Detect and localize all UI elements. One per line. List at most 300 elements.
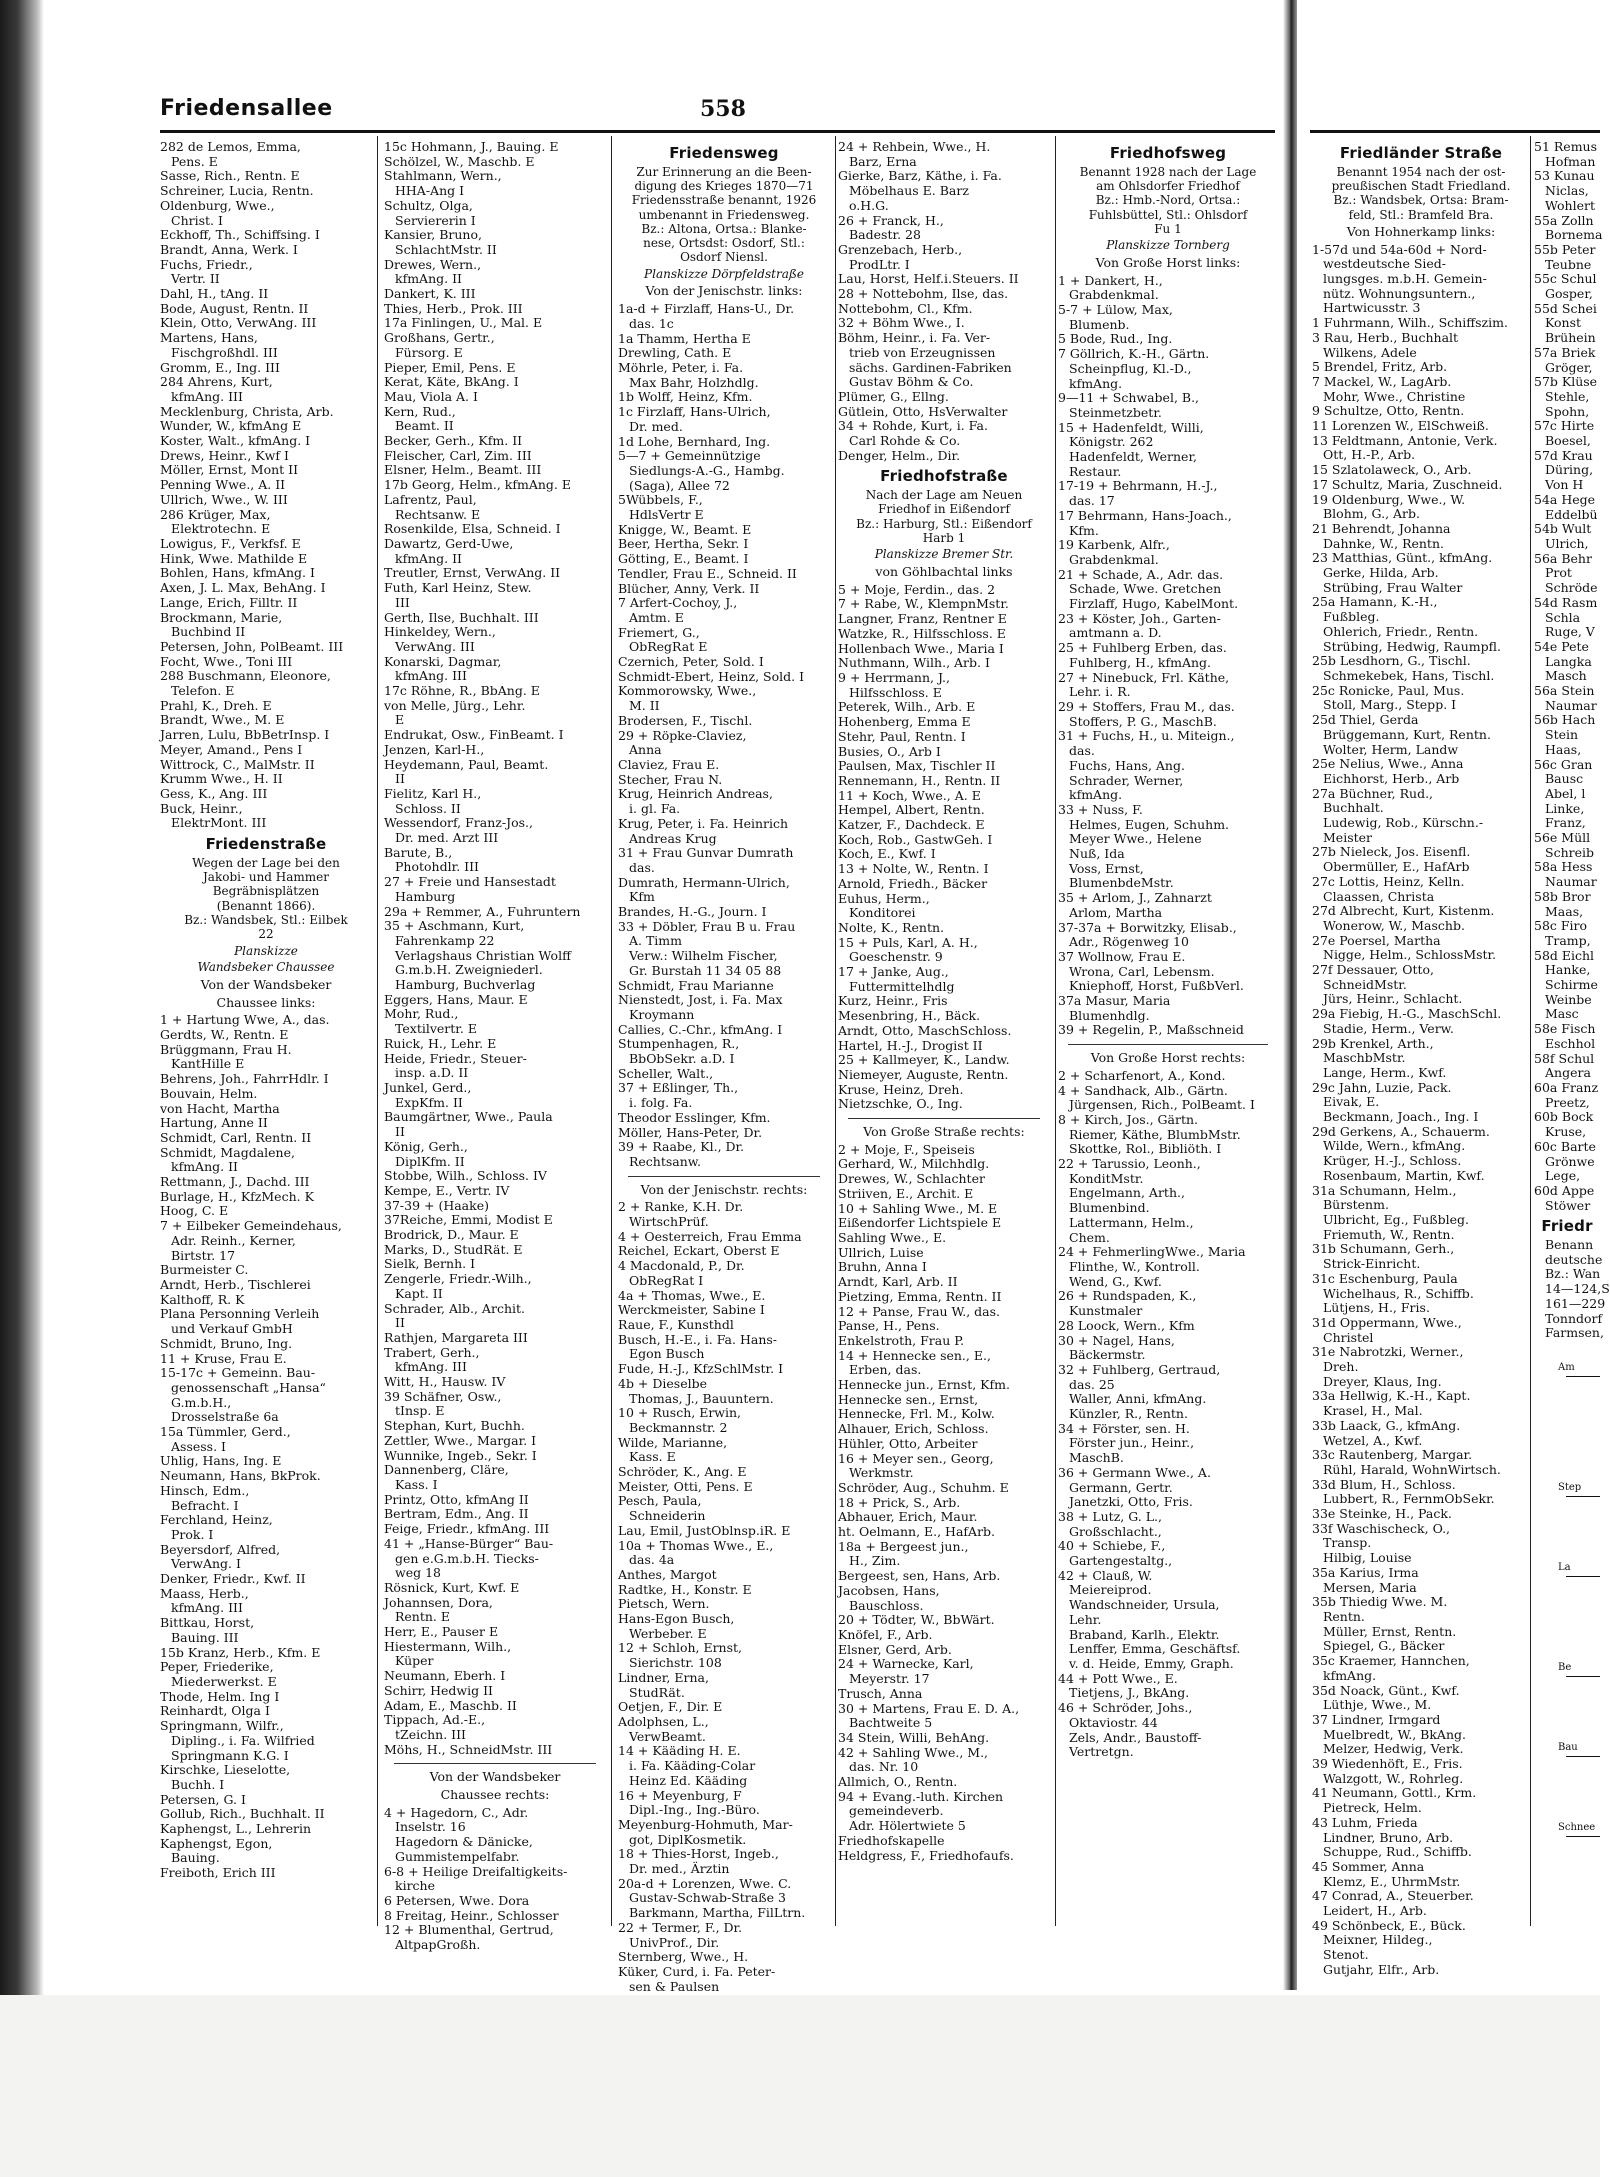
street-description: Osdorf Niensl. xyxy=(680,250,768,265)
directory-entry: 94 + Evang.-luth. Kirchen xyxy=(838,1788,1004,1804)
map-street-label: Step xyxy=(1558,1482,1582,1493)
directory-entry: 1-57d und 54a-60d + Nord- xyxy=(1312,241,1487,257)
entry-continuation: Telefon. E xyxy=(171,683,235,699)
directory-entry: Ullrich, Wwe., W. III xyxy=(160,491,288,507)
directory-entry: Stobbe, Wilh., Schloss. IV xyxy=(384,1168,547,1184)
entry-continuation: Mohr, Wwe., Christine xyxy=(1323,388,1466,404)
directory-entry: 60a Franz xyxy=(1534,1080,1599,1095)
entry-continuation: Walzgott, W., Rohrleg. xyxy=(1323,1770,1464,1786)
entry-continuation: Egon Busch xyxy=(629,1346,705,1362)
directory-entry: 12 + Blumenthal, Gertrud, xyxy=(384,1922,554,1938)
directory-entry: Prahl, K., Dreh. E xyxy=(160,697,272,713)
directory-entry: Kaphengst, L., Lehrerin xyxy=(160,1821,312,1837)
directory-entry: 10 + Rusch, Erwin, xyxy=(618,1405,742,1421)
entry-continuation: Andreas Krug xyxy=(629,830,717,846)
directory-entry: Gess, K., Ang. III xyxy=(160,785,268,801)
directory-entry: Arnold, Friedh., Bäcker xyxy=(838,875,988,891)
directory-entry: Neumann, Hans, BkProk. xyxy=(160,1468,321,1484)
column-1 xyxy=(160,140,372,1935)
street-heading: Friedhofsweg xyxy=(1109,144,1227,162)
directory-entry: Lowigus, F., Verkfsf. E xyxy=(160,535,301,551)
street-description: Friedensstraße benannt, 1926 xyxy=(631,193,817,208)
directory-entry: Reichel, Eckart, Oberst E xyxy=(618,1243,780,1259)
entry-continuation: Gr. Burstah 11 34 05 88 xyxy=(629,962,782,978)
entry-continuation: (Saga), Allee 72 xyxy=(629,477,730,493)
directory-entry: Beer, Hertha, Sekr. I xyxy=(618,536,749,552)
entry-continuation: Bornema xyxy=(1545,227,1603,243)
directory-entry: Baumgärtner, Wwe., Paula xyxy=(384,1109,553,1125)
entry-continuation: Hadenfeldt, Werner, xyxy=(1069,449,1198,465)
entry-continuation: Steinmetzbetr. xyxy=(1069,404,1162,420)
directory-entry: Gerhard, W., Milchhdlg. xyxy=(838,1156,990,1172)
planskizze-note: Planskizze Dörpfeldstraße xyxy=(644,266,804,281)
entry-continuation: Strübing, Frau Walter xyxy=(1323,579,1463,595)
directory-entry: Gromm, E., Ing. III xyxy=(160,359,280,375)
entry-continuation: Spohn, xyxy=(1545,403,1590,419)
directory-entry: Dankert, K. III xyxy=(384,286,476,302)
directory-entry: 13 + Nolte, W., Rentn. I xyxy=(838,861,989,877)
entry-continuation: Birtstr. 17 xyxy=(171,1247,236,1263)
entry-continuation: Bauing. xyxy=(171,1850,220,1866)
directory-entry: Bruhn, Anna I xyxy=(838,1259,927,1275)
entry-continuation: MaschbMstr. xyxy=(1323,1050,1406,1066)
entry-continuation: H., Zim. xyxy=(849,1553,901,1569)
entry-continuation: Obermüller, E., HafArb xyxy=(1323,859,1470,875)
directory-entry: Hans-Egon Busch, xyxy=(618,1611,735,1627)
directory-entry: 282 de Lemos, Emma, xyxy=(160,139,301,154)
entry-continuation: Claassen, Christa xyxy=(1323,888,1435,904)
entry-continuation: VerwAng. I xyxy=(171,1556,241,1572)
directory-entry: 37 Wollnow, Frau E. xyxy=(1058,948,1186,964)
directory-entry: 20 + Tödter, W., BbWärt. xyxy=(838,1612,995,1628)
directory-entry: 1 + Dankert, H., xyxy=(1058,272,1163,288)
entry-continuation: Scheinpflug, Kl.-D., xyxy=(1069,360,1192,376)
column-3 xyxy=(618,140,830,1994)
directory-entry: Heydemann, Paul, Beamt. xyxy=(384,756,549,772)
directory-entry: Hempel, Albert, Rentn. xyxy=(838,802,985,818)
directory-entry: Drews, Heinr., Kwf I xyxy=(160,447,289,463)
directory-entry: Meyenburg-Hohmuth, Mar- xyxy=(618,1816,793,1832)
directory-entry: Fude, H.-J., KfzSchlMstr. I xyxy=(618,1361,784,1377)
entry-continuation: Wilde, Wern., kfmAng. xyxy=(1323,1138,1466,1154)
directory-entry: Blücher, Anny, Verk. II xyxy=(618,580,760,596)
page-bottom-margin xyxy=(0,1995,1600,2177)
entry-continuation: SchlachtMstr. II xyxy=(395,241,497,257)
directory-entry: 58b Bror xyxy=(1534,888,1591,904)
directory-entry: 18a + Bergeest jun., xyxy=(838,1538,969,1554)
section-separator xyxy=(848,1118,1040,1119)
directory-entry: Pietsch, Wern. xyxy=(618,1596,710,1612)
entry-continuation: Langka xyxy=(1545,653,1592,669)
entry-continuation: Stoll, Marg., Stepp. I xyxy=(1323,697,1457,713)
directory-entry: 17-19 + Behrmann, H.-J., xyxy=(1058,478,1218,494)
entry-continuation: Farmsen, xyxy=(1545,1325,1604,1341)
directory-entry: Heide, Friedr., Steuer- xyxy=(384,1050,527,1066)
directory-entry: 25d Thiel, Gerda xyxy=(1312,712,1419,728)
book-gutter xyxy=(1283,0,1297,1990)
entry-continuation: KonditMstr. xyxy=(1069,1170,1144,1186)
directory-entry: 28 Loock, Wern., Kfm xyxy=(1058,1317,1195,1333)
directory-entry: 25 + Kallmeyer, K., Landw. xyxy=(838,1052,1010,1068)
directory-entry: 34 Stein, Willi, BehAng. xyxy=(838,1729,990,1745)
directory-entry: Wittrock, C., MalMstr. II xyxy=(160,756,315,772)
directory-entry: 15 + Puls, Karl, A. H., xyxy=(838,934,978,950)
entry-continuation: Lütjens, H., Fris. xyxy=(1323,1300,1430,1316)
entry-continuation: Kroymann xyxy=(629,1006,695,1022)
directory-entry: 31b Schumann, Gerh., xyxy=(1312,1241,1455,1257)
entry-continuation: Wohlert xyxy=(1545,197,1595,213)
directory-entry: Drewes, W., Schlachter xyxy=(838,1171,985,1187)
directory-entry: 27c Lottis, Heinz, Kelln. xyxy=(1312,873,1465,889)
directory-entry: Plana Personning Verleih xyxy=(160,1306,320,1322)
entry-continuation: Hagedorn & Dänicke, xyxy=(395,1834,533,1850)
entry-continuation: Barz, Erna xyxy=(849,153,917,169)
entry-continuation: amtmann a. D. xyxy=(1069,625,1162,641)
directory-entry: Rosenkilde, Elsa, Schneid. I xyxy=(384,521,561,537)
directory-entry: Jacobsen, Hans, xyxy=(838,1582,940,1598)
directory-entry: 37-37a + Borwitzky, Elisab., xyxy=(1058,919,1237,935)
directory-entry: Küker, Curd, i. Fa. Peter- xyxy=(618,1963,776,1979)
directory-entry: Stephan, Kurt, Buchh. xyxy=(384,1418,525,1434)
directory-entry: 56a Stein xyxy=(1534,683,1595,699)
scan-edge-shadow xyxy=(0,0,44,2177)
entry-continuation: Christ. I xyxy=(171,212,223,228)
entry-continuation: und Verkauf GmbH xyxy=(171,1321,293,1337)
directory-entry: Mau, Viola A. I xyxy=(384,388,478,404)
directory-entry: Raue, F., Kunsthdl xyxy=(618,1317,734,1332)
street-description: am Ohlsdorfer Friedhof xyxy=(1096,179,1240,193)
directory-entry: 37 + Eßlinger, Th., xyxy=(618,1080,739,1096)
map-street-line xyxy=(1566,1756,1600,1757)
directory-entry: Schrader, Alb., Archit. xyxy=(384,1300,525,1316)
directory-entry: Katzer, F., Dachdeck. E xyxy=(838,817,985,833)
directory-entry: 45 Sommer, Anna xyxy=(1312,1858,1425,1874)
entry-continuation: Voss, Ernst, xyxy=(1069,860,1144,876)
directory-entry: 47 Conrad, A., Steuerber. xyxy=(1312,1888,1474,1904)
directory-entry: Hartel, H.-J., Drogist II xyxy=(838,1037,983,1053)
directory-entry: 57a Briek xyxy=(1534,344,1596,360)
directory-entry: Hennecke, Frl. M., Kolw. xyxy=(838,1406,995,1422)
entry-continuation: i. folg. Fa. xyxy=(629,1095,693,1111)
directory-entry: 31a Schumann, Helm., xyxy=(1312,1182,1457,1198)
directory-entry: Möhrle, Peter, i. Fa. xyxy=(618,360,744,375)
directory-entry: Kempe, E., Vertr. IV xyxy=(384,1182,510,1198)
directory-entry: 33 + Döbler, Frau B u. Frau xyxy=(618,918,796,934)
directory-entry: 57c Hirte xyxy=(1534,418,1595,434)
directory-entry: Kruse, Heinz, Dreh. xyxy=(838,1081,964,1097)
directory-entry: Stehr, Paul, Rentn. I xyxy=(838,728,966,744)
street-description: Friedhof in Eißendorf xyxy=(878,502,1010,517)
entry-continuation: Meixner, Hildeg., xyxy=(1323,1932,1433,1948)
entry-continuation: Gustav-Schwab-Straße 3 xyxy=(629,1890,786,1906)
directory-entry: Werckmeister, Sabine I xyxy=(618,1302,765,1318)
directory-entry: Kerat, Käte, BkAng. I xyxy=(384,374,519,390)
directory-entry: Schultz, Olga, xyxy=(384,197,473,213)
entry-continuation: deutsche xyxy=(1545,1251,1603,1267)
entry-continuation: SchneidMstr. xyxy=(1323,976,1407,992)
directory-entry: 6 Petersen, Wwe. Dora xyxy=(384,1892,530,1908)
street-description: Fuhlsbüttel, Stl.: Ohlsdorf xyxy=(1088,207,1248,222)
directory-entry: 54d Rasm xyxy=(1534,594,1598,610)
entry-continuation: Kniephoff, Horst, FußbVerl. xyxy=(1069,978,1244,994)
directory-entry: 1c Firzlaff, Hans-Ulrich, xyxy=(618,404,771,420)
directory-entry: ht. Oelmann, E., HafArb. xyxy=(838,1524,996,1540)
directory-entry: Nolte, K., Rentn. xyxy=(838,919,944,935)
directory-entry: Schmidt, Frau Marianne xyxy=(618,977,774,993)
directory-entry: Rösnick, Kurt, Kwf. E xyxy=(384,1579,520,1595)
street-description: Bz.: Harburg, Stl.: Eißendorf xyxy=(856,516,1032,531)
entry-continuation: Kass. E xyxy=(629,1449,676,1465)
entry-continuation: Stöwer xyxy=(1545,1197,1591,1213)
entry-continuation: Rechtsanw. E xyxy=(395,506,481,522)
entry-continuation: Drosselstraße 6a xyxy=(171,1409,279,1425)
directory-entry: Hennecke sen., Ernst, xyxy=(838,1391,979,1407)
street-description: digung des Krieges 1870—71 xyxy=(634,179,814,193)
entry-continuation: Schade, Wwe. Gretchen xyxy=(1069,581,1222,597)
directory-entry: 11 Lorenzen W., ElSchweiß. xyxy=(1312,418,1489,434)
directory-entry: 27a Büchner, Rud., xyxy=(1312,785,1434,801)
directory-entry: Adolphsen, L., xyxy=(618,1713,709,1729)
directory-entry: 35d Noack, Günt., Kwf. xyxy=(1312,1682,1460,1698)
street-description: Bz.: Hmb.-Nord, Ortsa.: xyxy=(1095,193,1241,208)
directory-entry: 15b Kranz, Herb., Kfm. E xyxy=(160,1644,321,1660)
entry-continuation: Bauing. III xyxy=(171,1629,239,1645)
directory-entry: Böhm, Heinr., i. Fa. Ver- xyxy=(838,330,991,346)
directory-entry: 31e Nabrotzki, Werner., xyxy=(1312,1344,1464,1360)
entry-continuation: Prot xyxy=(1545,565,1572,581)
entry-continuation: Lehr. i. R. xyxy=(1069,684,1131,700)
entry-continuation: Photohdlr. III xyxy=(395,859,479,875)
directory-entry: Scheller, Walt., xyxy=(618,1065,714,1081)
entry-continuation: kfmAng. II xyxy=(395,550,462,566)
entry-continuation: Goeschenstr. 9 xyxy=(849,949,943,965)
directory-entry: 288 Buschmann, Eleonore, xyxy=(160,668,331,684)
directory-entry: Hoog, C. E xyxy=(160,1203,229,1219)
directory-entry: 18 + Thies-Horst, Ingeb., xyxy=(618,1846,779,1862)
directory-entry: Langner, Franz, Rentner E xyxy=(838,611,1007,627)
entry-continuation: Kfm xyxy=(629,889,655,905)
entry-continuation: Ulbricht, Eg., Fußbleg. xyxy=(1323,1212,1470,1227)
entry-continuation: Ludewig, Rob., Kürschn.- xyxy=(1323,815,1484,831)
map-street-label: Bau xyxy=(1558,1742,1578,1753)
entry-continuation: Waller, Anni, kfmAng. xyxy=(1069,1391,1207,1407)
entry-continuation: Eichhorst, Herb., Arb xyxy=(1323,770,1460,786)
directory-entry: 9 Schultze, Otto, Rentn. xyxy=(1312,403,1465,419)
entry-continuation: Abel, l xyxy=(1545,785,1586,801)
header-rule xyxy=(160,130,1275,133)
entry-continuation: Heinz Ed. Kääding xyxy=(629,1772,748,1788)
street-heading: Friedenstraße xyxy=(205,835,327,854)
street-side-heading: Von Hohnerkamp links: xyxy=(1346,223,1496,239)
directory-entry: Grenzebach, Herb., xyxy=(838,241,963,257)
entry-continuation: Spiegel, G., Bäcker xyxy=(1323,1638,1445,1654)
directory-entry: 29a + Remmer, A., Fuhruntern xyxy=(384,903,581,919)
directory-entry: Neumann, Eberh. I xyxy=(384,1668,506,1684)
directory-entry: 29 + Röpke-Claviez, xyxy=(618,727,747,743)
directory-entry: 40 + Schiebe, F., xyxy=(1058,1538,1166,1554)
directory-entry: 33 + Nuss, F. xyxy=(1058,801,1143,817)
entry-continuation: Serviererin I xyxy=(395,212,476,228)
directory-entry: Becker, Gerh., Kfm. II xyxy=(384,433,523,449)
directory-entry: Enkelstroth, Frau P. xyxy=(838,1332,965,1348)
entry-continuation: Vertretgn. xyxy=(1069,1744,1134,1760)
street-side-heading: Von der Wandsbeker xyxy=(200,976,332,992)
directory-entry: 25 + Fuhlberg Erben, das. xyxy=(1058,640,1227,656)
entry-continuation: BbObSekr. a.D. I xyxy=(629,1051,735,1067)
entry-continuation: Dipl.-Ing., Ing.-Büro. xyxy=(629,1802,760,1818)
directory-entry: Herr, E., Pauser E xyxy=(384,1624,499,1640)
directory-entry: 27 + Ninebuck, Frl. Käthe, xyxy=(1058,669,1230,685)
directory-entry: 4b + Dieselbe xyxy=(618,1375,708,1391)
directory-entry: Hink, Wwe. Mathilde E xyxy=(160,550,308,566)
directory-entry: 60c Barte xyxy=(1534,1138,1596,1154)
directory-entry: 1b Wolff, Heinz, Kfm. xyxy=(618,389,753,405)
entry-continuation: Wichelhaus, R., Schiffb. xyxy=(1323,1285,1474,1301)
directory-entry: 17b Georg, Helm., kfmAng. E xyxy=(384,477,571,493)
directory-entry: 54e Pete xyxy=(1534,638,1589,654)
directory-entry: Busies, O., Arb I xyxy=(838,743,941,759)
street-side-heading: Von Große Horst links: xyxy=(1095,254,1241,270)
entry-continuation: Naumar xyxy=(1545,874,1597,890)
directory-entry: Schmidt-Ebert, Heinz, Sold. I xyxy=(618,668,805,684)
entry-continuation: E xyxy=(395,712,405,728)
directory-entry: Kansier, Bruno, xyxy=(384,227,482,243)
directory-entry: 30 + Martens, Frau E. D. A., xyxy=(838,1700,1020,1716)
directory-entry: Schröder, Aug., Schuhm. E xyxy=(838,1479,1009,1495)
map-street-line xyxy=(1566,1836,1600,1837)
entry-continuation: Lubbert, R., FernmObSekr. xyxy=(1323,1491,1495,1507)
directory-entry: Marks, D., StudRät. E xyxy=(384,1241,523,1257)
entry-continuation: Hartwicusstr. 3 xyxy=(1323,300,1421,316)
directory-entry: Gierke, Barz, Käthe, i. Fa. xyxy=(838,168,1002,184)
entry-continuation: Adr. Reinh., Kerner, xyxy=(171,1232,296,1248)
directory-entry: Dawartz, Gerd-Uwe, xyxy=(384,535,514,551)
entry-continuation: Braband, Karlh., Elektr. xyxy=(1069,1626,1220,1642)
directory-entry: Brandt, Wwe., M. E xyxy=(160,712,285,728)
directory-entry: Brandes, H.-G., Journ. I xyxy=(618,904,767,920)
street-description: Zur Erinnerung an die Been- xyxy=(636,164,812,179)
entry-continuation: insp. a.D. II xyxy=(395,1065,469,1081)
directory-entry: 27b Nieleck, Jos. Eisenfl. xyxy=(1312,844,1471,860)
page-header xyxy=(160,96,1275,126)
entry-continuation: Buchhalt. xyxy=(1323,800,1384,816)
directory-entry: Bergeest, sen, Hans, Arb. xyxy=(838,1568,1001,1584)
street-description: Bz.: Wandsbek, Stl.: Eilbek xyxy=(184,912,348,927)
directory-entry: Großhans, Gertr., xyxy=(384,330,495,346)
directory-entry: Sahling Wwe., E. xyxy=(838,1230,947,1245)
entry-continuation: Hofman xyxy=(1545,153,1596,169)
directory-entry: 7 Arfert-Cochoy, J., xyxy=(618,595,738,611)
entry-continuation: AltpapGroßh. xyxy=(395,1937,481,1953)
directory-entry: 37 Lindner, Irmgard xyxy=(1312,1711,1441,1727)
directory-entry: Friedhofskapelle xyxy=(838,1832,945,1848)
directory-entry: 15a Tümmler, Gerd., xyxy=(160,1424,291,1440)
directory-entry: 29 + Stoffers, Frau M., das. xyxy=(1058,698,1235,714)
directory-entry: Focht, Wwe., Toni III xyxy=(160,653,293,669)
directory-entry: Nietzschke, O., Ing. xyxy=(838,1096,963,1112)
directory-entry: Zengerle, Friedr.-Wilh., xyxy=(384,1271,532,1287)
entry-continuation: Riemer, Käthe, BlumbMstr. xyxy=(1069,1126,1241,1142)
entry-continuation: Amtm. E xyxy=(629,609,684,625)
directory-entry: Knigge, W., Beamt. E xyxy=(618,521,752,537)
directory-entry: 27f Dessauer, Otto, xyxy=(1312,962,1434,978)
directory-entry: Plümer, G., Ellng. xyxy=(838,388,949,404)
entry-continuation: VerwAng. III xyxy=(395,638,475,654)
entry-continuation: Schloss. II xyxy=(395,800,461,816)
directory-entry: 7 + Eilbeker Gemeindehaus, xyxy=(160,1218,342,1234)
directory-entry: 8 Freitag, Heinr., Schlosser xyxy=(384,1907,559,1923)
entry-continuation: got, DiplKosmetik. xyxy=(629,1831,747,1847)
street-description: Benannt 1928 nach der Lage xyxy=(1079,164,1257,179)
entry-continuation: i. gl. Fa. xyxy=(629,801,681,817)
entry-continuation: Kunstmaler xyxy=(1069,1303,1143,1319)
entry-continuation: Anna xyxy=(629,742,662,758)
entry-continuation: Fußbleg. xyxy=(1323,609,1380,625)
entry-continuation: Rechtsanw. xyxy=(629,1153,701,1169)
entry-continuation: UnivProf., Dir. xyxy=(629,1934,720,1950)
entry-continuation: Schneiderin xyxy=(629,1508,706,1524)
directory-entry: 15-17c + Gemeinn. Bau- xyxy=(160,1365,316,1381)
column-4 xyxy=(838,140,1050,1935)
directory-entry: von Hacht, Martha xyxy=(160,1100,280,1116)
entry-continuation: Fahrenkamp 22 xyxy=(395,932,495,948)
directory-entry: Bode, August, Rentn. II xyxy=(160,300,309,316)
directory-entry: Nienstedt, Jost, i. Fa. Max xyxy=(618,992,783,1008)
street-description: Nach der Lage am Neuen xyxy=(865,488,1023,503)
entry-continuation: Klemz, E., UhrmMstr. xyxy=(1323,1873,1461,1889)
entry-continuation: Thomas, J., Bauuntern. xyxy=(629,1390,774,1406)
directory-entry: Mecklenburg, Christa, Arb. xyxy=(160,403,334,419)
entry-continuation: nütz. Wohnungsuntern., xyxy=(1323,285,1476,301)
entry-continuation: Verlagshaus Christian Wolff xyxy=(395,947,571,963)
directory-entry: 21 Behrendt, Johanna xyxy=(1312,520,1451,536)
directory-entry: Brandt, Anna, Werk. I xyxy=(160,241,298,257)
street-description: 22 xyxy=(258,927,274,942)
directory-entry: Treutler, Ernst, VerwAng. II xyxy=(384,565,561,581)
directory-entry: 49 Schönbeck, E., Bück. xyxy=(1312,1917,1466,1933)
directory-entry: Feige, Friedr., kfmAng. III xyxy=(384,1521,550,1537)
directory-entry: Callies, C.-Chr., kfmAng. I xyxy=(618,1021,783,1037)
entry-continuation: VerwBeamt. xyxy=(629,1728,706,1744)
entry-continuation: kfmAng. xyxy=(1069,375,1123,391)
directory-entry: 60d Appe xyxy=(1534,1182,1595,1198)
entry-continuation: Schla xyxy=(1545,609,1581,625)
directory-entry: Euhus, Herm., xyxy=(838,890,930,906)
directory-entry: Pietzing, Emma, Rentn. II xyxy=(838,1288,1002,1304)
directory-entry: Abhauer, Erich, Maur. xyxy=(838,1509,978,1525)
directory-entry: 15 Szlatolaweck, O., Arb. xyxy=(1312,462,1472,478)
entry-continuation: Teubne xyxy=(1545,256,1592,272)
directory-entry: 57d Krau xyxy=(1534,447,1593,463)
entry-continuation: Gutjahr, Elfr., Arb. xyxy=(1323,1961,1440,1977)
entry-continuation: Wandschneider, Ursula, xyxy=(1069,1597,1220,1613)
directory-entry: 33a Hellwig, K.-H., Kapt. xyxy=(1312,1388,1471,1404)
directory-entry: 22 + Termer, F., Dr. xyxy=(618,1919,743,1935)
directory-entry: Beyersdorf, Alfred, xyxy=(160,1541,281,1557)
entry-continuation: ObRegRat I xyxy=(629,1272,704,1288)
entry-continuation: Eddelbü xyxy=(1545,506,1598,522)
entry-continuation: Wolter, Herm, Landw xyxy=(1323,741,1459,757)
entry-continuation: gen e.G.m.b.H. Tiecks- xyxy=(395,1550,539,1566)
entry-continuation: Rentn. xyxy=(1323,1608,1365,1624)
directory-entry: 5 Brendel, Fritz, Arb. xyxy=(1312,359,1448,375)
map-street-label: Am xyxy=(1558,1362,1575,1373)
directory-entry: 34 + Rohde, Kurt, i. Fa. xyxy=(838,418,988,434)
directory-entry: Jenzen, Karl-H., xyxy=(384,741,485,757)
entry-continuation: Gerke, Hilda, Arb. xyxy=(1323,565,1439,581)
directory-entry: 4 + Sandhack, Alb., Gärtn. xyxy=(1058,1082,1228,1098)
entry-continuation: Grabdenkmal. xyxy=(1069,551,1159,567)
